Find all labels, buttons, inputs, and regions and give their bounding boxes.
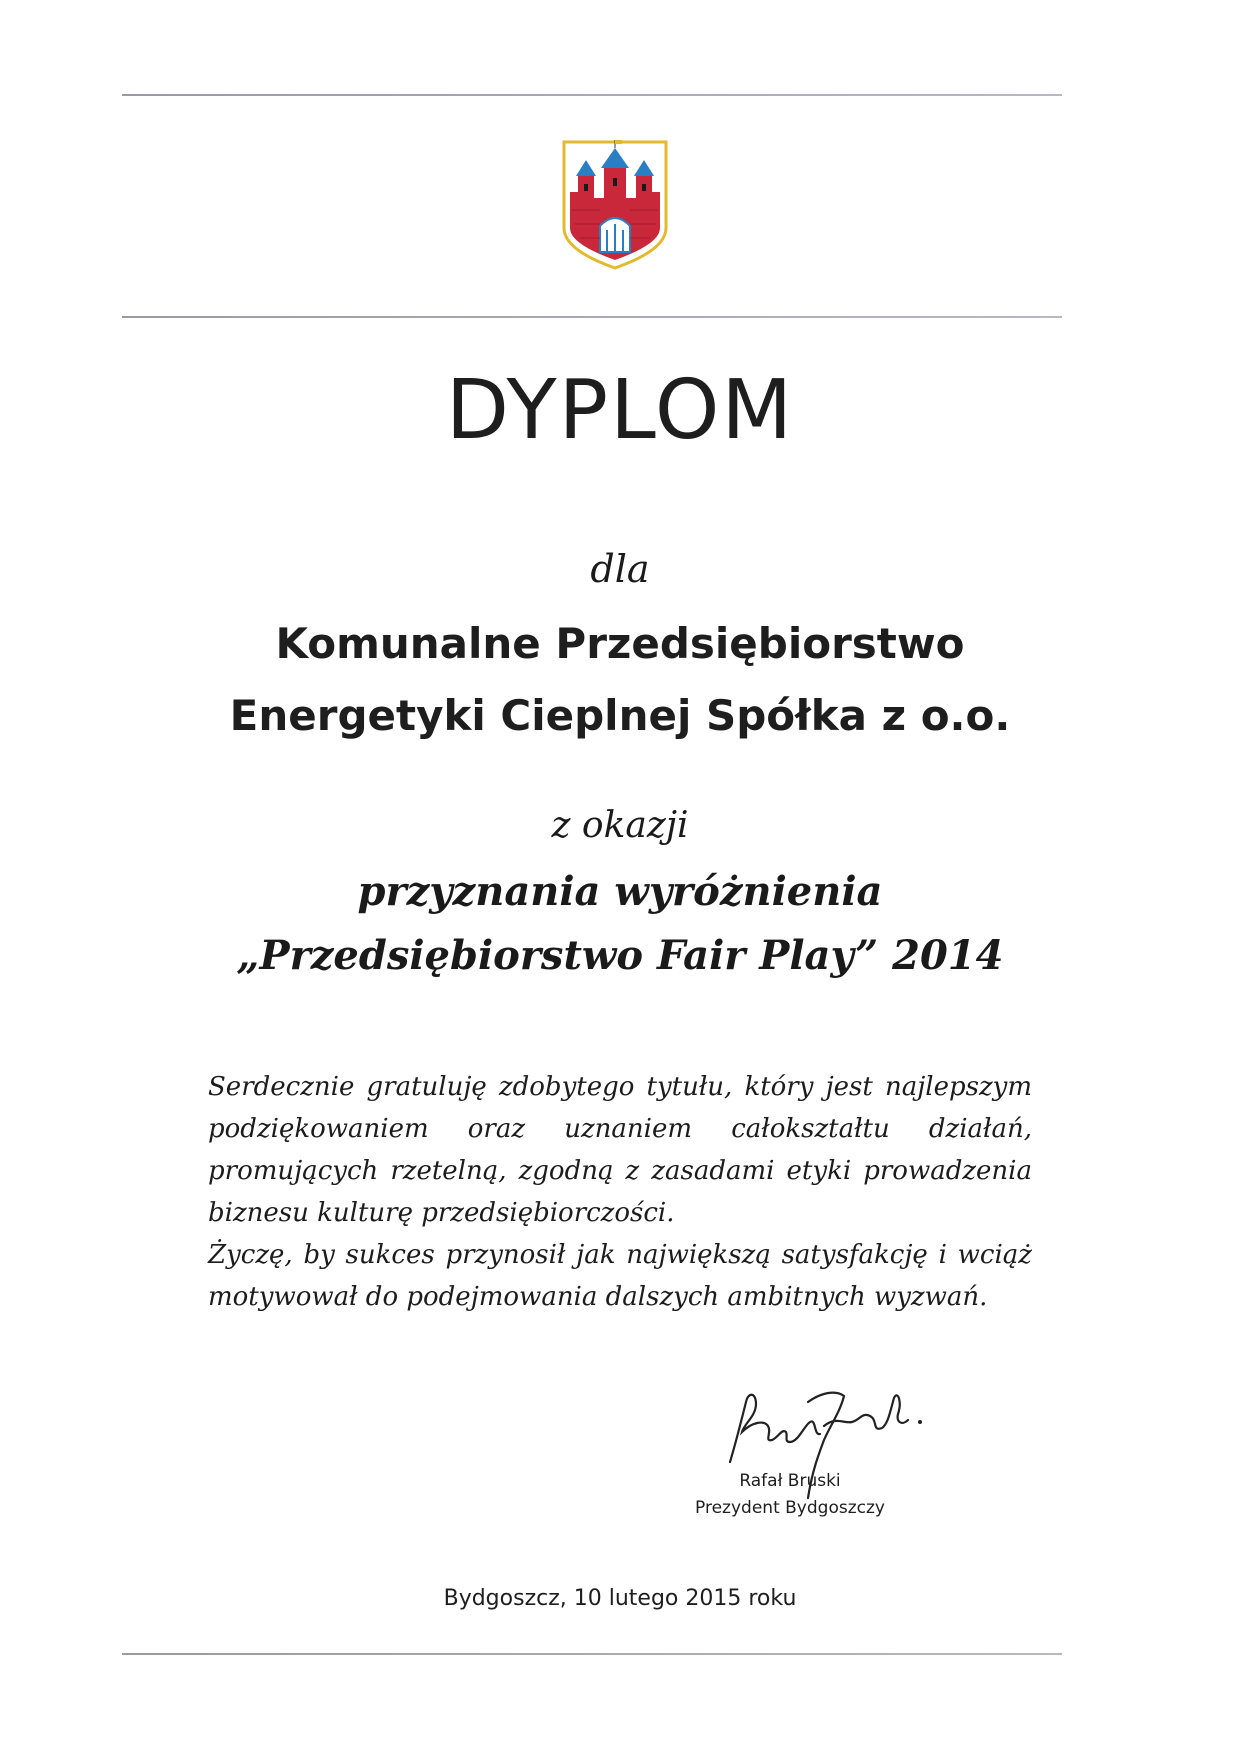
message-line-4: biznesu kulturę przedsiębiorczości.: [208, 1198, 675, 1228]
award-title: [0, 860, 1240, 988]
recipient-line-2: Energetyki Cieplnej Spółka z o.o.: [229, 691, 1011, 740]
occasion-label: z okazji: [551, 805, 689, 846]
bydgoszcz-coat-of-arms-icon: [560, 140, 670, 270]
bottom-divider: [122, 1653, 1062, 1655]
award-line-1: przyznania wyróżnienia: [357, 868, 883, 915]
award-line-2: „Przedsiębiorstwo Fair Play” 2014: [236, 932, 1004, 979]
congratulation-message: [208, 1066, 1032, 1318]
diploma-title: DYPLOM: [445, 363, 795, 458]
message-line-1: Serdecznie gratuluję zdobytego tytułu, który jest najlepszym: [208, 1072, 1032, 1102]
header-divider: [122, 316, 1062, 318]
signer-block: [600, 1468, 980, 1522]
message-line-5: Życzę, by sukces przynosił jak największą satysfakcję i wciąż: [208, 1240, 1032, 1270]
message-line-3: promujących rzetelną, zgodną z zasadami etyki prowadzenia: [208, 1156, 1032, 1186]
signer-name: Rafał Bruski: [739, 1471, 841, 1491]
message-line-6: motywował do podejmowania dalszych ambitnych wyzwań.: [208, 1282, 988, 1312]
place-and-date: Bydgoszcz, 10 lutego 2015 roku: [443, 1586, 797, 1611]
signer-position: Prezydent Bydgoszczy: [695, 1498, 885, 1518]
for-label: dla: [590, 547, 650, 591]
recipient-line-1: Komunalne Przedsiębiorstwo: [275, 619, 965, 668]
top-divider: [122, 94, 1062, 96]
message-line-2: podziękowaniem oraz uznaniem całokształtu działań,: [208, 1114, 1032, 1144]
recipient-name: [0, 608, 1240, 752]
